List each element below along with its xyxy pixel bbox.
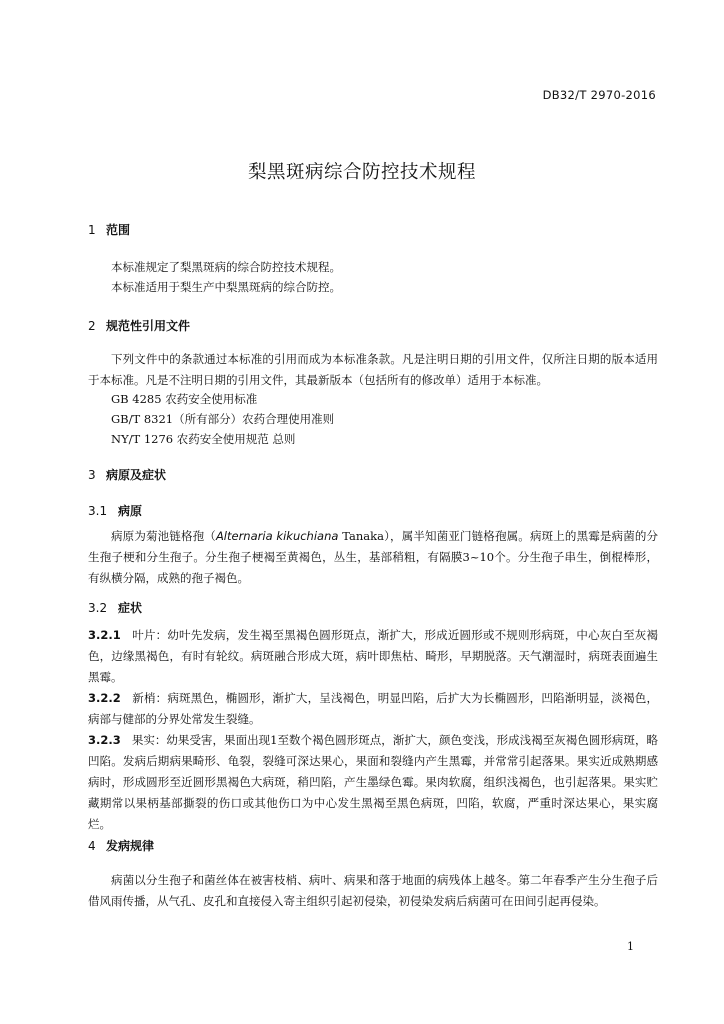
pathogen-paragraph — [88, 526, 658, 589]
subsection-title: 症状 — [118, 601, 143, 615]
document-code: DB32/T 2970-2016 — [542, 88, 656, 102]
section-title: 规范性引用文件 — [106, 319, 191, 333]
clause-text: 叶片：幼叶先发病，发生褐至黑褐色圆形斑点，渐扩大，形成近圆形或不规则形病斑，中心灰白至灰褐色，边缘黑褐色，有时有轮纹。病斑融合形成大斑，病叶即焦枯、畸形，早期脱落。天气潮湿时，病斑表面遍生黑霉。 — [88, 628, 658, 684]
section-1-heading — [88, 222, 130, 238]
clause-number: 3.2.3 — [88, 733, 121, 747]
subsection-title: 病原 — [118, 504, 143, 518]
section-number: 3 — [88, 468, 96, 482]
subsection-number: 3.2 — [88, 601, 108, 615]
clause-number: 3.2.2 — [88, 691, 121, 705]
symptom-leaf-paragraph — [88, 625, 658, 688]
pathogen-text-pre: 病原为菊池链格孢（ — [111, 529, 216, 543]
subsection-number: 3.1 — [88, 504, 108, 518]
section-title: 发病规律 — [106, 839, 155, 853]
clause-number: 3.2.1 — [88, 628, 121, 642]
reference-item: GB 4285 农药安全使用标准 — [111, 392, 258, 406]
subsection-3-1-heading — [88, 503, 142, 519]
disease-cycle-paragraph: 病菌以分生孢子和菌丝体在被害枝梢、病叶、病果和落于地面的病残体上越冬。第二年春季产生分生孢子后借风雨传播，从气孔、皮孔和直接侵入寄主组织引起初侵染，初侵染发病后病菌可在田间引起再侵染。 — [88, 873, 658, 908]
symptom-fruit-paragraph — [88, 730, 658, 835]
section-number: 1 — [88, 223, 96, 237]
section-2-heading — [88, 318, 190, 334]
page-number: 1 — [627, 940, 634, 953]
section-number: 4 — [88, 839, 96, 853]
normative-references-paragraph: 下列文件中的条款通过本标准的引用而成为本标准条款。凡是注明日期的引用文件，仅所注日期的版本适用于本标准。凡是不注明日期的引用文件，其最新版本（包括所有的修改单）适用于本标准。 — [88, 352, 658, 387]
section-3-heading — [88, 467, 166, 483]
section-title: 病原及症状 — [106, 468, 167, 482]
section-title: 范围 — [106, 223, 131, 237]
reference-item: GB/T 8321（所有部分）农药合理使用准则 — [111, 412, 335, 426]
document-title: 梨黑斑病综合防控技术规程 — [247, 162, 476, 183]
section-number: 2 — [88, 319, 96, 333]
pathogen-latin-name: Alternaria kikuchiana — [215, 529, 339, 543]
symptom-shoot-paragraph — [88, 688, 658, 730]
pathogen-text-post: Tanaka），属半知菌亚门链格孢属。病斑上的黑霉是病菌的分生孢子梗和分生孢子。分生孢子梗褐至黄褐色，丛生，基部稍粗，有隔膜3~10个。分生孢子串生，倒棍棒形，有纵横分隔，成熟的孢子褐色。 — [88, 529, 659, 585]
clause-text: 新梢：病斑黑色，椭圆形，渐扩大，呈浅褐色，明显凹陷，后扩大为长椭圆形，凹陷渐明显，淡褐色，病部与健部的分界处常发生裂缝。 — [88, 691, 658, 726]
scope-line-2: 本标准适用于梨生产中梨黑斑病的综合防控。 — [111, 280, 341, 294]
clause-text: 果实：幼果受害，果面出现1至数个褐色圆形斑点，渐扩大，颜色变浅，形成浅褐至灰褐色圆形病斑，略凹陷。发病后期病果畸形、龟裂，裂缝可深达果心，果面和裂缝内产生黑霉，并常常引起落果。果实近成熟期感病时，形成圆形至近圆形黑褐色大病斑，稍凹陷，产生墨绿色霉。果肉软腐，组织浅褐色，也引起落果。果实贮藏期常以果柄基部撕裂的伤口或其他伤口为中心发生黑褐至黑色病斑，凹陷，软腐，严重时深达果心，果实腐烂。 — [88, 733, 659, 831]
reference-item: NY/T 1276 农药安全使用规范 总则 — [111, 432, 296, 446]
section-4-heading — [88, 838, 154, 854]
scope-line-1: 本标准规定了梨黑斑病的综合防控技术规程。 — [111, 260, 341, 274]
subsection-3-2-heading — [88, 600, 142, 616]
